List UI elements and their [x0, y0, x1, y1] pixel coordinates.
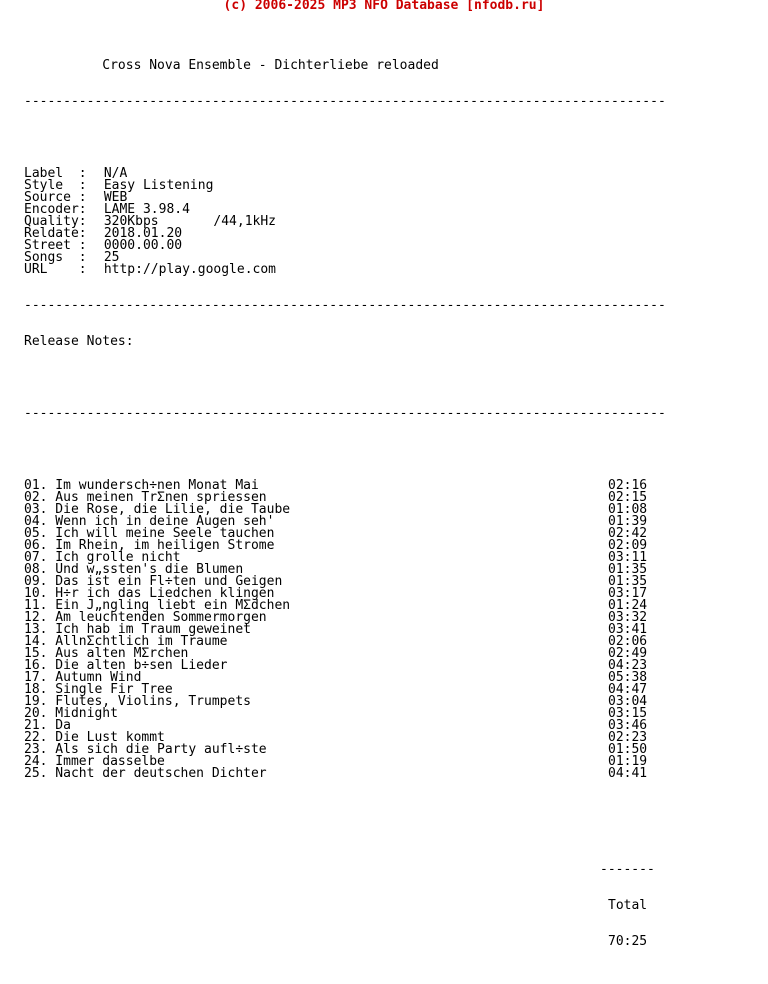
track-title: 15. Aus alten MΣrchen	[24, 646, 189, 661]
info-value: Easy Listening	[96, 178, 214, 193]
track-duration: 01:08	[608, 502, 648, 517]
info-value: http://play.google.com	[96, 262, 277, 277]
track-row	[24, 708, 666, 720]
track-row	[24, 648, 666, 660]
info-key: Quality:	[24, 214, 87, 229]
track-title: 08. Und w„ssten's die Blumen	[24, 562, 244, 577]
track-row	[24, 684, 666, 696]
info-value: LAME 3.98.4	[96, 202, 190, 217]
track-row	[24, 768, 666, 780]
blank-line	[24, 804, 666, 816]
track-duration: 03:11	[608, 550, 648, 565]
track-row	[24, 732, 666, 744]
track-duration: 03:15	[608, 706, 648, 721]
track-title: 22. Die Lust kommt	[24, 730, 165, 745]
track-title: 11. Ein J„ngling liebt ein MΣdchen	[24, 598, 291, 613]
blank-line	[24, 132, 666, 144]
track-title: 09. Das ist ein Fl÷ten und Geigen	[24, 574, 283, 589]
track-duration: 03:41	[608, 622, 648, 637]
info-value: 320Kbps /44,1kHz	[96, 214, 277, 229]
track-duration: 02:23	[608, 730, 648, 745]
track-duration: 03:32	[608, 610, 648, 625]
separator-line: ----------------------------------------------------------------------------------	[24, 94, 666, 109]
total-label: Total	[608, 898, 648, 913]
track-title: 20. Midnight	[24, 706, 118, 721]
track-duration: 02:09	[608, 538, 648, 553]
track-row	[24, 696, 666, 708]
track-duration: 02:49	[608, 646, 648, 661]
track-duration: 01:35	[608, 562, 648, 577]
track-title: 24. Immer dasselbe	[24, 754, 165, 769]
track-duration: 05:38	[608, 670, 648, 685]
info-value: 25	[96, 250, 120, 265]
track-title: 07. Ich grolle nicht	[24, 550, 181, 565]
track-title: 06. Im Rhein, im heiligen Strome	[24, 538, 275, 553]
track-title: 04. Wenn ich in deine Augen seh'	[24, 514, 275, 529]
track-duration: 02:16	[608, 478, 648, 493]
track-duration: 03:46	[608, 718, 648, 733]
track-duration: 04:41	[608, 766, 648, 781]
track-title: 19. Flutes, Violins, Trumpets	[24, 694, 251, 709]
track-title: 18. Single Fir Tree	[24, 682, 173, 697]
track-row	[24, 624, 666, 636]
info-row	[24, 240, 666, 252]
track-row	[24, 636, 666, 648]
track-title: 03. Die Rose, die Lilie, die Taube	[24, 502, 291, 517]
track-row	[24, 756, 666, 768]
blank-line	[24, 372, 666, 384]
release-notes-label: Release Notes:	[24, 334, 134, 349]
track-row	[24, 660, 666, 672]
track-duration: 01:19	[608, 754, 648, 769]
track-duration: 02:42	[608, 526, 648, 541]
track-row	[24, 720, 666, 732]
info-key: Encoder:	[24, 202, 87, 217]
info-value: 2018.01.20	[96, 226, 183, 241]
info-key: Source :	[24, 190, 87, 205]
track-row	[24, 744, 666, 756]
track-duration: 02:15	[608, 490, 648, 505]
info-key: URL :	[24, 262, 87, 277]
info-row	[24, 264, 666, 276]
info-value: WEB	[96, 190, 128, 205]
release-title: Cross Nova Ensemble - Dichterliebe reloaded	[24, 58, 439, 73]
info-key: Street :	[24, 238, 87, 253]
track-duration: 04:47	[608, 682, 648, 697]
info-key: Label :	[24, 166, 87, 181]
release-info	[24, 168, 666, 276]
track-title: 25. Nacht der deutschen Dichter	[24, 766, 267, 781]
separator-line: ----------------------------------------------------------------------------------	[24, 298, 666, 313]
track-title: 23. Als sich die Party aufl÷ste	[24, 742, 267, 757]
separator-line: ----------------------------------------------------------------------------------	[24, 406, 666, 421]
track-duration: 01:24	[608, 598, 648, 613]
info-value: N/A	[96, 166, 128, 181]
nfo-document	[24, 36, 666, 984]
track-title: 21. Da	[24, 718, 71, 733]
track-duration: 03:17	[608, 586, 648, 601]
info-key: Songs :	[24, 250, 87, 265]
track-title: 12. Am leuchtenden Sommermorgen	[24, 610, 267, 625]
track-title: 02. Aus meinen TrΣnen spriessen	[24, 490, 267, 505]
total-block	[24, 840, 666, 972]
track-title: 10. H÷r ich das Liedchen klingen	[24, 586, 275, 601]
track-row	[24, 672, 666, 684]
info-key: Reldate:	[24, 226, 87, 241]
track-title: 05. Ich will meine Seele tauchen	[24, 526, 275, 541]
track-duration: 03:04	[608, 694, 648, 709]
track-duration: 01:50	[608, 742, 648, 757]
tracklist	[24, 480, 666, 780]
info-value: 0000.00.00	[96, 238, 183, 253]
info-key: Style :	[24, 178, 87, 193]
track-duration: 01:35	[608, 574, 648, 589]
nfodb-banner: (c) 2006-2025 MP3 NFO Database [nfodb.ru]	[223, 0, 545, 13]
track-duration: 01:39	[608, 514, 648, 529]
track-duration: 04:23	[608, 658, 648, 673]
track-duration: 02:06	[608, 634, 648, 649]
total-separator: -------	[600, 862, 655, 877]
blank-line	[24, 444, 666, 456]
total-duration: 70:25	[608, 934, 648, 949]
track-title: 17. Autumn Wind	[24, 670, 142, 685]
track-title: 14. AllnΣchtlich im Traume	[24, 634, 228, 649]
track-title: 13. Ich hab im Traum geweinet	[24, 622, 251, 637]
track-title: 01. Im wundersch÷nen Monat Mai	[24, 478, 259, 493]
track-title: 16. Die alten b÷sen Lieder	[24, 658, 228, 673]
